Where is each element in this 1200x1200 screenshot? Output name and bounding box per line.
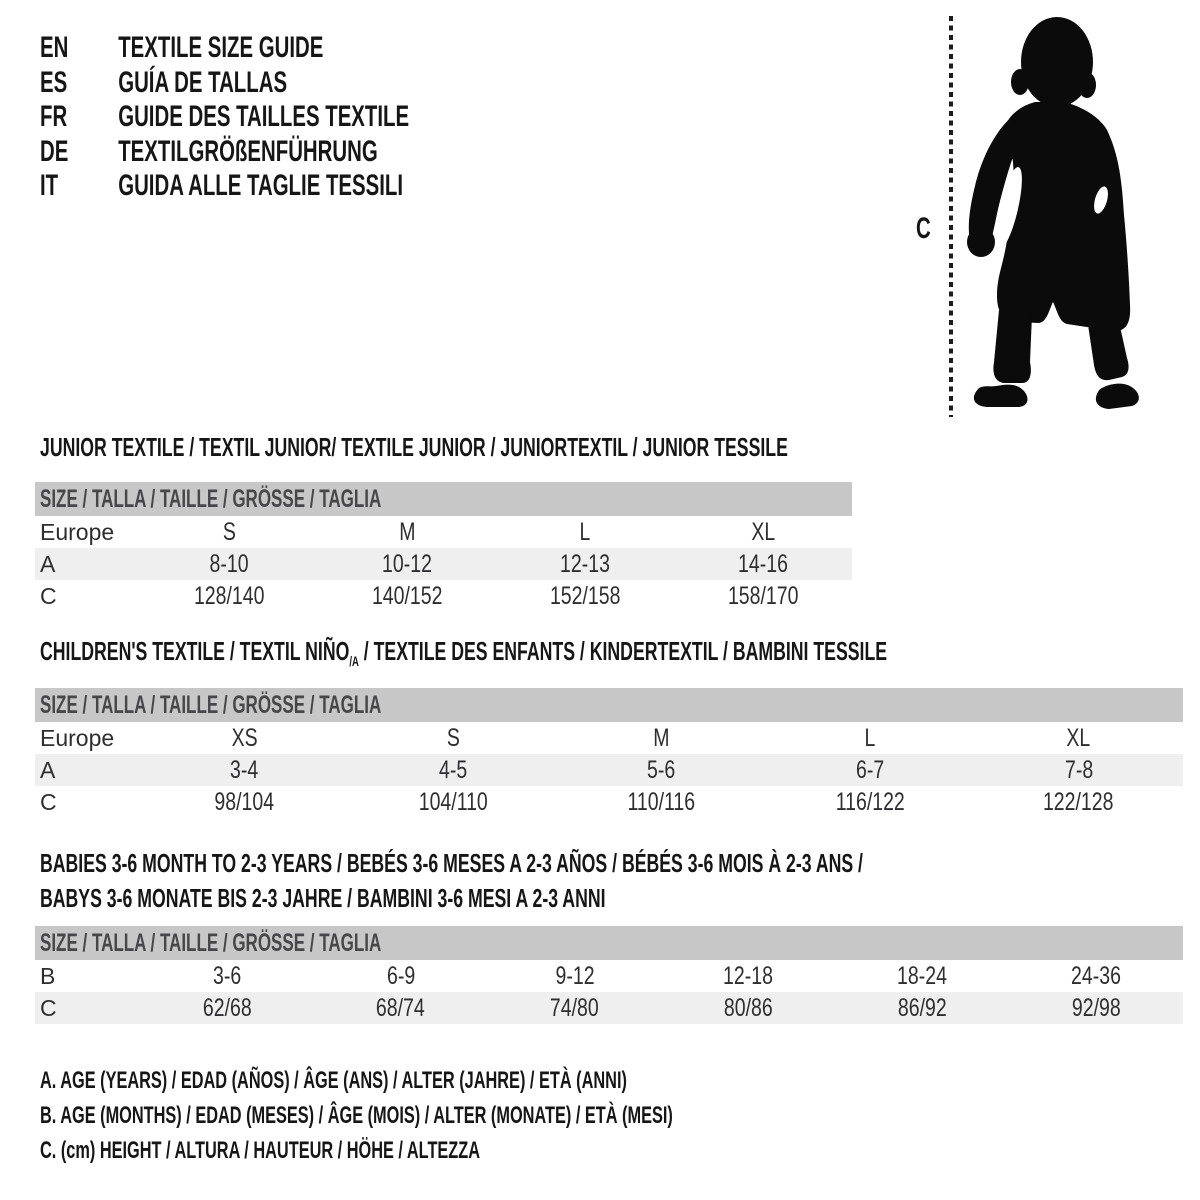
row-label-text: C <box>40 789 57 815</box>
cell-text: XL <box>1066 724 1091 752</box>
table-cell <box>488 992 662 1024</box>
table-row-age <box>35 754 1183 786</box>
table-cell <box>557 722 766 754</box>
language-title: TEXTILE SIZE GUIDE <box>118 31 324 64</box>
cell-text: 62/68 <box>202 994 252 1022</box>
baby-figure <box>935 10 1150 422</box>
cell-text: 6-9 <box>386 962 415 990</box>
row-label-text: A <box>40 551 56 577</box>
cell-text: 140/152 <box>371 582 443 610</box>
language-title: GUIDE DES TAILLES TEXTILE <box>118 100 410 134</box>
table-cell <box>974 722 1183 754</box>
language-title: TEXTILGRÖßENFÜHRUNG <box>118 134 378 168</box>
cell-text: 86/92 <box>897 994 947 1022</box>
table-cell <box>557 754 766 786</box>
table-row-height <box>35 786 1183 818</box>
legend-line-b <box>40 1102 971 1130</box>
cell-text: 104/110 <box>418 788 488 816</box>
height-measure-label <box>916 212 938 246</box>
silhouette-foot-right <box>1096 384 1139 409</box>
size-table-header <box>35 926 1183 960</box>
table-cell <box>835 992 1009 1024</box>
row-label <box>35 786 140 818</box>
junior-table-title <box>40 432 1140 462</box>
cell-text: M <box>398 518 416 546</box>
silhouette-foot-left <box>974 385 1028 407</box>
table-cell <box>140 580 318 612</box>
cell-text: 5-6 <box>647 756 676 784</box>
legend-text-a: A. AGE (YEARS) / EDAD (AÑOS) / ÂGE (ANS) / ALTER (JAHRE) / ETÀ (ANNI) <box>40 1067 627 1094</box>
babies-table-title-line2 <box>40 883 872 913</box>
cell-text: 12-18 <box>723 962 774 990</box>
language-title: GUÍA DE TALLAS <box>118 65 288 99</box>
cell-text: 6-7 <box>855 756 885 784</box>
language-code: FR <box>40 100 68 134</box>
table-cell <box>140 722 349 754</box>
language-title: GUIDA ALLE TAGLIE TESSILI <box>118 169 404 203</box>
legend-text-b: B. AGE (MONTHS) / EDAD (MESES) / ÂGE (MOIS) / ALTER (MONATE) / ETÀ (MESI) <box>40 1102 673 1129</box>
cell-text: 92/98 <box>1071 994 1121 1022</box>
table-cell <box>661 992 835 1024</box>
language-code: ES <box>40 65 68 99</box>
row-label <box>35 960 140 992</box>
table-cell <box>661 960 835 992</box>
table-cell <box>496 548 674 580</box>
table-cell <box>974 786 1183 818</box>
babies-table-title-line1 <box>40 848 1200 878</box>
language-row-it <box>40 169 409 204</box>
table-cell <box>557 786 766 818</box>
cell-text: 158/170 <box>727 582 799 610</box>
row-label <box>35 580 140 612</box>
size-header-text: SIZE / TALLA / TAILLE / GRÖSSE / TAGLIA <box>40 485 382 513</box>
language-code: DE <box>40 134 69 168</box>
cell-text: 152/158 <box>549 582 621 610</box>
cell-text: 80/86 <box>723 994 773 1022</box>
baby-silhouette <box>967 17 1139 409</box>
table-row-age <box>35 548 852 580</box>
table-cell <box>349 786 558 818</box>
legend-text-c: C. (cm) HEIGHT / ALTURA / HAUTEUR / HÖHE / ALTEZZA <box>40 1137 481 1164</box>
cell-text: 10-12 <box>382 550 432 578</box>
cell-text: XL <box>751 518 775 546</box>
cell-text: 110/116 <box>627 788 696 816</box>
table-cell <box>318 516 496 548</box>
cell-text: 98/104 <box>214 788 275 816</box>
table-cell <box>496 516 674 548</box>
table-cell <box>496 580 674 612</box>
table-row-europe <box>35 516 852 548</box>
cell-text: 14-16 <box>738 550 788 578</box>
cell-text: 122/128 <box>1043 788 1114 816</box>
cell-text: 116/122 <box>835 788 905 816</box>
children-title-sub: /A <box>349 653 359 669</box>
cell-text: 18-24 <box>897 962 948 990</box>
table-cell <box>674 548 852 580</box>
children-title-text <box>40 636 887 676</box>
cell-text: 3-6 <box>212 962 242 990</box>
size-table-header <box>35 482 852 516</box>
table-cell <box>349 722 558 754</box>
row-label <box>35 516 140 548</box>
row-label-text: Europe <box>40 519 115 545</box>
table-cell <box>766 754 975 786</box>
language-row-en <box>40 31 409 66</box>
row-label <box>35 722 140 754</box>
cell-text: S <box>446 724 460 752</box>
language-code: IT <box>40 169 59 203</box>
height-measure-letter: C <box>916 212 931 245</box>
size-header-text: SIZE / TALLA / TAILLE / GRÖSSE / TAGLIA <box>40 929 382 957</box>
silhouette-hand-left <box>967 227 995 257</box>
row-label <box>35 548 140 580</box>
silhouette-leg-left <box>993 310 1032 383</box>
children-size-table <box>35 688 1183 818</box>
row-label <box>35 754 140 786</box>
table-cell <box>488 960 662 992</box>
size-table-header <box>35 688 1183 722</box>
table-cell <box>140 754 349 786</box>
table-cell <box>140 960 314 992</box>
silhouette-ear-left <box>1011 69 1029 95</box>
language-row-es <box>40 66 409 101</box>
row-label <box>35 992 140 1024</box>
cell-text: L <box>864 724 876 752</box>
cell-text: 128/140 <box>193 582 265 610</box>
cell-text: 24-36 <box>1071 962 1121 990</box>
table-row-height <box>35 580 852 612</box>
cell-text: 4-5 <box>438 756 467 784</box>
row-label-text: C <box>40 995 57 1021</box>
children-title-pre: CHILDREN'S TEXTILE / TEXTIL NIÑO <box>40 636 350 666</box>
cell-text: 7-8 <box>1064 756 1093 784</box>
table-cell <box>1009 960 1183 992</box>
table-cell <box>314 992 488 1024</box>
table-cell <box>314 960 488 992</box>
cell-text: 9-12 <box>555 962 595 990</box>
language-row-fr <box>40 100 409 135</box>
babies-title-text-line2: BABYS 3-6 MONATE BIS 2-3 JAHRE / BAMBINI 3-6 MESI A 2-3 ANNI <box>40 883 606 913</box>
babies-title-text-line1: BABIES 3-6 MONTH TO 2-3 YEARS / BEBÉS 3-6 MESES A 2-3 AÑOS / BÉBÉS 3-6 MOIS À 2-3 ANS / <box>40 848 863 878</box>
row-label-text: Europe <box>40 725 115 751</box>
table-cell <box>140 992 314 1024</box>
table-cell <box>318 548 496 580</box>
table-cell <box>674 516 852 548</box>
table-cell <box>766 786 975 818</box>
cell-text: 8-10 <box>209 550 249 578</box>
table-cell <box>835 960 1009 992</box>
table-cell <box>140 548 318 580</box>
children-table-title <box>40 636 1200 676</box>
cell-text: 74/80 <box>550 994 599 1022</box>
language-row-de <box>40 135 409 170</box>
junior-title-text: JUNIOR TEXTILE / TEXTIL JUNIOR/ TEXTILE JUNIOR / JUNIORTEXTIL / JUNIOR TESSILE <box>40 432 788 462</box>
cell-text: XS <box>231 724 258 752</box>
table-cell <box>318 580 496 612</box>
size-header-text: SIZE / TALLA / TAILLE / GRÖSSE / TAGLIA <box>40 691 382 719</box>
table-row-months <box>35 960 1183 992</box>
children-title-post: / TEXTILE DES ENFANTS / KINDERTEXTIL / BAMBINI TESSILE <box>358 636 888 666</box>
table-cell <box>974 754 1183 786</box>
cell-text: 12-13 <box>560 550 610 578</box>
babies-size-table <box>35 926 1183 1024</box>
row-label-text: B <box>40 963 56 989</box>
junior-size-table <box>35 482 852 612</box>
table-row-height <box>35 992 1183 1024</box>
cell-text: 68/74 <box>376 994 426 1022</box>
cell-text: L <box>579 518 591 546</box>
cell-text: S <box>222 518 236 546</box>
table-cell <box>766 722 975 754</box>
row-label-text: A <box>40 757 56 783</box>
legend-line-a <box>40 1067 903 1095</box>
table-cell <box>140 786 349 818</box>
language-list <box>40 31 409 204</box>
legend-line-c <box>40 1137 687 1165</box>
cell-text: 3-4 <box>230 756 259 784</box>
table-cell <box>1009 992 1183 1024</box>
silhouette-ear-right <box>1078 72 1096 98</box>
cell-text: M <box>653 724 670 752</box>
table-cell <box>140 516 318 548</box>
table-row-europe <box>35 722 1183 754</box>
table-cell <box>349 754 558 786</box>
table-cell <box>674 580 852 612</box>
row-label-text: C <box>40 583 57 609</box>
language-code: EN <box>40 31 69 64</box>
